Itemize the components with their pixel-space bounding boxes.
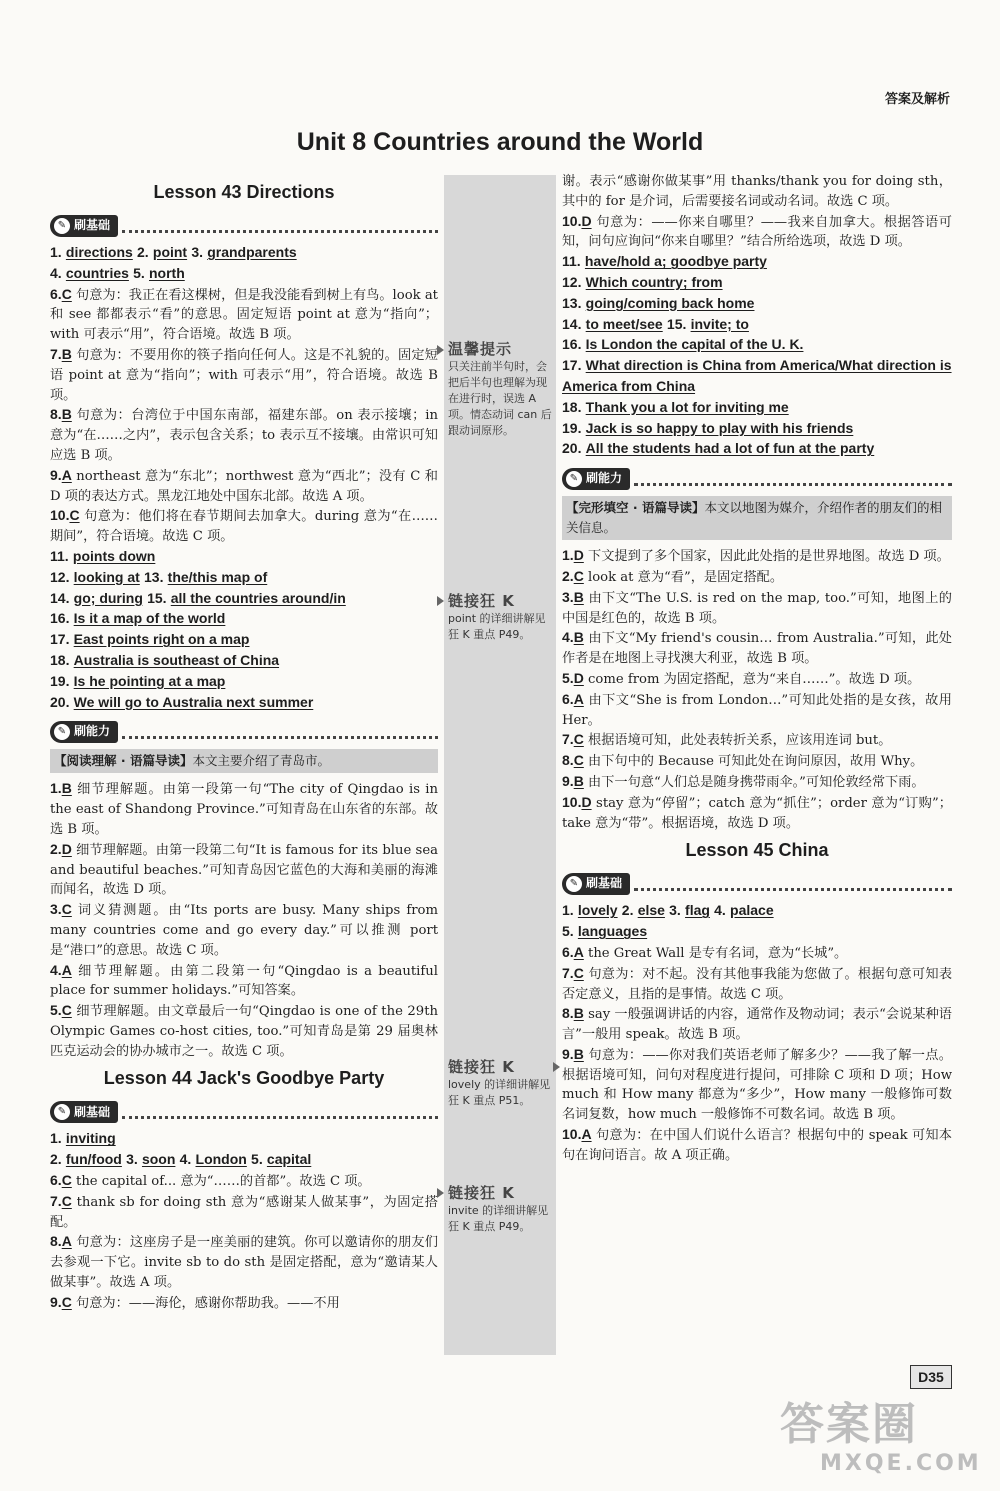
basic-badge: ✎ 刷基础 [50,215,118,237]
basic-badge: ✎ 刷基础 [50,1101,118,1123]
pointer-arrow-icon [437,1188,444,1198]
lesson-45-title: Lesson 45 China [685,840,829,861]
item-number: 13. [562,294,582,311]
answer-text: Thank you a lot for inviting me [585,398,789,415]
explanation-row [562,964,952,1005]
page-number: D35 [910,1365,952,1389]
explanation-text: 下文提到了多个国家，因此此处指的是世界地图。故选 D 项。 [588,549,950,565]
explanation-row [562,1125,952,1166]
answer-text: points down [72,547,156,564]
answer-text: Is it a map of the world [73,610,226,627]
tip-box: 温馨提示 只关注前半句时，会把后半句也理解为现在进行时，误选 A 项。情态动词 can 后跟动词原形。 [448,340,552,437]
section-basic-45 [562,871,952,897]
item-number: 5. [562,923,574,940]
dotted-divider [122,1106,438,1119]
item-number: 15. [666,315,687,332]
explanation-text: 细节理解题。由第一段第二句“It is famous for its blue sea and beautiful beaches.”可知青岛因它蓝色的大海和美丽的海滩而闻名，故选 D 项。 [50,842,438,898]
section-basic [50,213,438,239]
explanation-row [50,840,438,900]
item-number: 8. [50,1233,62,1250]
choice-letter: A [573,943,584,960]
answer-text: lovely [577,902,618,919]
item-number: 6. [562,690,574,707]
choice-letter: B [573,629,584,646]
item-number: 8. [50,406,62,423]
answer-text: Is he pointing at a map [73,672,226,689]
explanation-row [50,1192,438,1233]
answer-text: all the countries around/in [170,589,346,606]
item-number: 10. [50,507,70,524]
item-number: 10. [562,1126,582,1143]
link-box: 链接狂 K lovely 的详细讲解见狂 K 重点 P51。 [448,1058,551,1107]
item-number: 20. [50,693,70,710]
item-number: 2. [621,902,634,919]
explanation-row [50,285,438,345]
answer-text: languages [577,923,648,940]
answer-text: Is London the capital of the U. K. [585,336,804,353]
explanation-row [562,669,952,690]
explanation-text: 句意为：这座房子是一座美丽的建筑。你可以邀请你的朋友们去参观一下它。invite sb to do sth 是固定搭配，意为“邀请某人做某事”。故选 A 项。 [50,1235,438,1291]
item-number: 18. [50,651,70,668]
answer-row [562,315,952,336]
book-icon: ✎ [54,1104,70,1120]
unit-title: Unit 8 Countries around the World [296,128,704,156]
answer-row [562,419,952,440]
item-number: 19. [50,672,70,689]
answer-text: Australia is southeast of China [73,651,280,668]
explanation-text: 句意为：台湾位于中国东南部，福建东部。on 表示接壤；in 意为“在……之内”，表示包含关系；to 表示互不接壤。由常识可知应选 B 项。 [50,408,438,463]
answer-text: We will go to Australia next summer [73,693,314,710]
explanation-text: 细节理解题。由第一段第一句“The city of Qingdao is in the east of Shandong Province.”可知青岛在山东省的东部。故选 B 项。 [50,782,438,837]
answer-row [50,243,438,264]
lesson-43-title: Lesson 43 Directions [153,182,335,202]
answer-row [50,264,438,285]
answer-text: East points right on a map [73,631,250,648]
item-number: 1. [50,244,62,260]
answer-row [50,609,438,630]
choice-letter: D [581,793,592,810]
answer-row [562,356,952,398]
answer-row [50,589,438,610]
item-number: 5. [133,264,145,281]
choice-letter: B [61,780,72,797]
section-ability-44 [562,466,952,492]
explanation-row [50,961,438,1002]
right-column [562,172,952,1166]
explanation-row [50,1232,438,1292]
item-number: 13. [144,568,164,585]
item-number: 1. [562,902,574,919]
item-number: 10. [562,212,582,229]
choice-letter: C [573,752,584,769]
explanation-text: 细节理解题。由文章最后一句“Qingdao is one of the 29th Olympic Games co-host cities, too.”可知青岛是第 29 届奥林匹克运动会的协办城市之一。故选 C 项。 [50,1004,438,1059]
tips-sidebar [444,175,556,1355]
item-number: 11. [562,253,581,270]
cloze-answers [562,546,952,833]
answer-text: have/hold a; goodbye party [584,253,767,270]
item-number: 7. [562,731,574,748]
item-number: 16. [562,336,582,353]
dotted-divider [634,878,952,891]
item-number: 14. [562,315,582,332]
choice-letter: C [573,567,584,584]
answer-text: else [637,902,665,919]
item-number: 4. [562,629,574,646]
item-number: 7. [562,964,574,981]
explanation-text: the Great Wall 是专有名词，意为“长城”。 [588,945,848,961]
choice-letter: D [573,669,584,686]
explanation-text: 句意为：他们将在春节期间去加拿大。during 意为“在……期间”，符合语境。故选 C 项。 [50,509,438,545]
item-number: 3. [50,901,62,918]
answer-row [50,672,438,693]
answer-row [562,439,952,460]
choice-letter: C [61,1293,72,1310]
answer-text: fun/food [65,1151,122,1168]
answer-text: What direction is China from America/What direction is America from China [562,357,952,394]
item-number: 18. [562,398,582,415]
item-number: 7. [50,345,62,362]
choice-letter: B [573,588,584,605]
choice-letter: C [573,731,584,748]
dotted-divider [634,473,952,486]
choice-letter: C [61,1172,72,1189]
answer-text: soon [141,1151,176,1168]
lesson-44-basic-answers [50,1129,438,1171]
explanation-text: look at 意为“看”，是固定搭配。 [588,569,784,585]
item-number: 7. [50,1192,62,1209]
choice-letter: C [61,901,72,918]
choice-letter: D [61,840,72,857]
choice-letter: D [581,212,592,229]
choice-letter: C [573,964,584,981]
answer-text: Jack is so happy to play with his friends [585,419,854,436]
dotted-divider [122,220,438,233]
answer-text: looking at [73,568,140,585]
answer-row [562,335,952,356]
item-number: 6. [562,943,574,960]
choice-letter: A [61,466,72,483]
answer-text: flag [685,902,710,919]
answer-text: go; during [73,589,143,606]
lesson-43-reading-answers [50,779,438,1061]
link-box: 链接狂 K invite 的详细讲解见狂 K 重点 P49。 [448,1184,549,1233]
pointer-arrow-icon [553,1062,560,1072]
choice-letter: A [573,690,584,707]
answer-row [50,1129,438,1150]
item-number: 14. [50,589,70,606]
answer-row [562,294,952,315]
explanation-row [50,779,438,839]
item-number: 6. [50,285,62,302]
explanation-row [50,1293,438,1314]
item-number: 5. [562,669,574,686]
item-number: 9. [50,466,62,483]
explanation-row [50,900,438,960]
answer-text: invite; to [690,315,749,332]
cloze-guide: 【完形填空 · 语篇导读】本文以地图为媒介，介绍作者的朋友们的相关信息。 [562,496,952,540]
explanation-text: 句意为：不要用你的筷子指向任何人。这是不礼貌的。固定短语 point at 意为“指向”；with 可表示“用”，符合语境。故选 B 项。 [50,347,438,403]
lesson-45-basic-answers [562,901,952,943]
answer-row [50,693,438,714]
answer-row [50,1150,438,1171]
explanation-text: 句意为：对不起。没有其他事我能为您做了。根据句意可知表否定意义，且指的是事情。故选 C 项。 [562,966,953,1002]
item-number: 3. [562,588,574,605]
item-number: 4. [179,1151,192,1168]
item-number: 9. [562,1045,574,1062]
continued-explanation: 谢。表示“感谢你做某事”用 thanks/thank you for doing sth，其中的 for 是介词，后需要接名词或动名词。故选 C 项。 [562,174,952,209]
dotted-divider [122,726,438,739]
explanation-text: 句意为：——海伦，感谢你帮助我。——不用 [76,1295,340,1311]
explanation-row [562,546,952,567]
item-number: 16. [50,610,70,627]
item-number: 4. [714,902,726,919]
answer-text: countries [65,264,129,281]
choice-letter: C [61,1192,72,1209]
explanation-text: 句意为：——你来自哪里？——我来自加拿大。根据答语可知，问句应询问“你来自哪里？”结合所给选项，故选 D 项。 [562,214,952,250]
choice-letter: A [581,1126,592,1143]
choice-letter: B [573,772,584,789]
item-number: 8. [562,1005,574,1022]
explanation-row [50,405,438,465]
explanation-row [562,567,952,588]
answer-row [562,922,952,943]
item-number: 8. [562,752,574,769]
watermark-logo: 答案圈 MXQE.COM [780,1399,982,1476]
choice-letter: B [573,1045,584,1062]
item-number: 2. [50,840,62,857]
choice-letter: C [69,507,80,524]
explanation-row [562,628,952,669]
explanation-row [562,730,952,751]
explanation-text: 由下文“She is from London…”可知此处指的是女孩，故用 Her。 [562,692,952,728]
lesson-44-title: Lesson 44 Jack's Goodbye Party [103,1068,385,1089]
explanation-row [50,506,438,547]
answer-text: capital [266,1151,312,1168]
answer-text: directions [65,244,133,260]
pointer-arrow-icon [437,596,444,606]
book-icon: ✎ [566,876,582,892]
lesson-43-basic-answers [50,243,438,285]
reading-guide: 【阅读理解 · 语篇导读】本文主要介绍了青岛市。 [50,749,438,773]
item-number: 5. [251,1151,263,1168]
item-number: 4. [50,961,62,978]
answer-row [562,273,952,294]
link-box: 链接狂 K point 的详细讲解见狂 K 重点 P49。 [448,592,546,641]
item-number: 2. [50,1151,62,1168]
explanation-text: northeast 意为“东北”；northwest 意为“西北”；没有 C 和 D 项的表达方式。黑龙江地处中国东北部。故选 A 项。 [50,468,438,504]
explanation-row [562,690,952,731]
ability-badge: ✎ 刷能力 [50,721,118,743]
explanation-row [562,943,952,964]
explanation-text: the capital of... 意为“……的首都”。故选 C 项。 [76,1174,371,1190]
explanation-text: 词义猜测题。由“Its ports are busy. Many ships from many countries come and go every day.”可以推测 port 是“港口”的意思。故选 C 项。 [50,903,438,958]
item-number: 15. [147,589,167,606]
lesson-44-fill-answers [562,252,952,460]
section-ability [50,719,438,745]
choice-letter: B [61,345,72,362]
explanation-text: 由下文“My friend's cousin… from Australia.”可知，此处作者是在地图上寻找澳大利亚，故选 B 项。 [562,631,952,667]
item-number: 10. [562,793,582,810]
answer-row [50,568,438,589]
explanation-row [562,1004,952,1045]
lesson-44-explanations [50,1171,438,1314]
answer-text: north [149,264,185,281]
item-number: 2. [562,567,574,584]
lesson-45-explanations [562,943,952,1166]
item-number: 1. [562,547,574,564]
ability-badge: ✎ 刷能力 [562,468,630,490]
explanation-text: 由下句中的 Because 可知此处在询问原因，故用 Why。 [588,754,924,770]
item-number: 9. [562,772,574,789]
explanation-row [562,1045,952,1125]
item-number: 9. [50,1293,62,1310]
item-number: 5. [50,1002,62,1019]
answer-row [562,252,952,273]
answer-text: grandparents [207,244,297,260]
explanation-text: say 一般强调讲话的内容，通常作及物动词；表示“会说某种语言”一般用 speak。故选 B 项。 [562,1007,952,1043]
choice-letter: C [61,285,72,302]
explanation-text: 由下文“The U.S. is red on the map, too.”可知，地图上的中国是红色的，故选 B 项。 [562,590,952,626]
answer-text: the/this map of [167,568,268,585]
lesson-44-explanations-cont [562,212,952,253]
explanation-text: come from 为固定搭配，意为“来自……”。故选 D 项。 [588,671,921,687]
explanation-row [50,1171,438,1192]
left-column [50,175,438,1314]
pointer-arrow-icon [437,345,444,355]
explanation-text: 根据语境可知，此处表转折关系，应该用连词 but。 [588,733,892,749]
basic-badge: ✎ 刷基础 [562,873,630,895]
answer-row [50,630,438,651]
answer-text: point [152,244,188,260]
choice-letter: B [61,406,72,423]
choice-letter: C [61,1002,72,1019]
answer-text: Which country; from [585,273,723,290]
item-number: 4. [50,264,62,281]
explanation-row [562,588,952,629]
book-icon: ✎ [54,218,70,234]
lesson-43-explanations [50,285,438,547]
choice-letter: D [573,547,584,564]
item-number: 20. [562,440,582,457]
explanation-row [562,793,952,834]
answer-row [50,547,438,568]
item-number: 17. [562,357,582,374]
explanation-text: stay 意为“停留”；catch 意为“抓住”；order 意为“订购”；take 意为“带”。根据语境，故选 D 项。 [562,795,952,831]
choice-letter: A [61,961,72,978]
choice-letter: A [61,1233,72,1250]
explanation-row [50,1001,438,1061]
explanation-text: 细节理解题。由第二段第一句“Qingdao is a beautiful place for summer holidays.”可知答案。 [50,963,438,999]
answer-row [562,901,952,922]
answer-row [50,651,438,672]
explanation-row [562,212,952,253]
section-basic-44 [50,1099,438,1125]
answer-text: inviting [65,1130,116,1147]
explanation-text: thank sb for doing sth 意为“感谢某人做某事”，为固定搭配。 [50,1194,438,1230]
item-number: 6. [50,1172,62,1189]
item-number: 19. [562,419,582,436]
explanation-text: 句意为：在中国人们说什么语言？根据句中的 speak 可知本句在询问语言。故 A 项正确。 [562,1128,952,1163]
item-number: 3. [191,244,203,260]
book-icon: ✎ [566,471,582,487]
explanation-row [562,751,952,772]
lesson-43-fill-answers [50,547,438,713]
answer-text: London [195,1151,247,1168]
explanation-text: 由下一句意“人们总是随身携带雨伞。”可知伦敦经常下雨。 [588,774,925,790]
item-number: 2. [137,244,149,260]
item-number: 3. [669,902,681,919]
explanation-row [562,772,952,793]
item-number: 1. [50,780,62,797]
item-number: 3. [126,1151,138,1168]
answer-text: palace [730,902,774,919]
item-number: 12. [50,568,70,585]
answer-row [562,398,952,419]
explanation-row [50,466,438,507]
answer-text: going/coming back home [585,294,755,311]
book-icon: ✎ [54,724,70,740]
answer-text: All the students had a lot of fun at the party [585,440,875,457]
item-number: 12. [562,273,582,290]
explanation-row [50,345,438,405]
page-header: 答案及解析 [884,92,950,107]
choice-letter: B [573,1005,584,1022]
item-number: 17. [50,631,70,648]
explanation-text: 句意为：我正在看这棵树，但是我没能看到树上有鸟。look at 和 see 都都表示“看”的意思。固定短语 point at 意为“指向”；with 可表示“用”，符合语境。故选 B 项。 [50,287,438,343]
item-number: 11. [50,547,69,564]
item-number: 1. [50,1130,62,1147]
explanation-text: 句意为：——你对我们英语老师了解多少？——我了解一点。根据语境可知，问句对程度进行提问，可排除 C 项和 D 项；How much 和 How many 都意为“多少”，How many 一般修饰可数名词复数，how much 一般修饰不可数名词。故选 B 项。 [562,1047,952,1123]
answer-text: to meet/see [585,315,663,332]
